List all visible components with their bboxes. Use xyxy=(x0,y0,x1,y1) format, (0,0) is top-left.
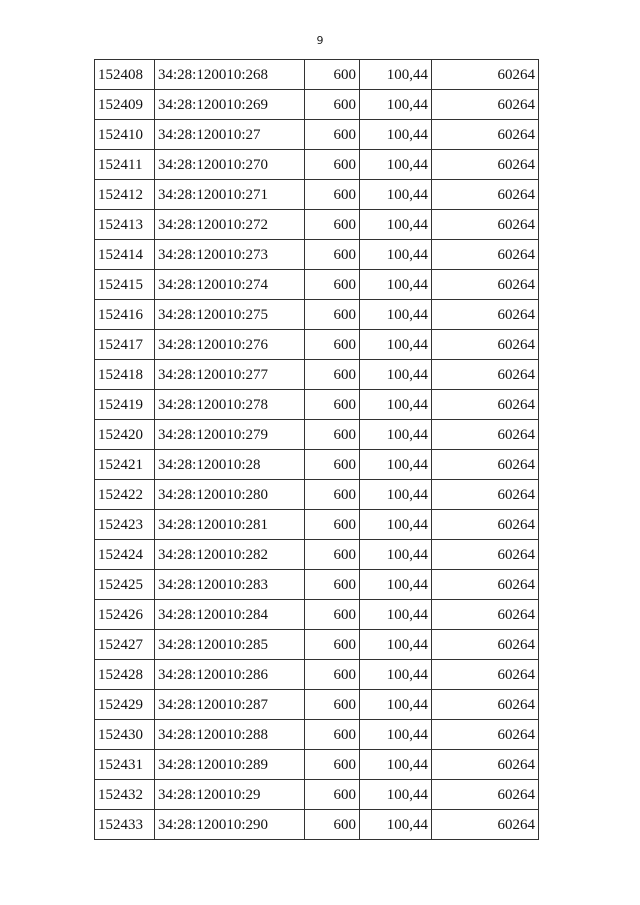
row-number-cell: 152424 xyxy=(95,540,155,570)
total-cell: 60264 xyxy=(432,120,539,150)
total-cell: 60264 xyxy=(432,60,539,90)
area-cell: 600 xyxy=(305,90,360,120)
area-cell: 600 xyxy=(305,150,360,180)
row-number-cell: 152421 xyxy=(95,450,155,480)
row-number-cell: 152425 xyxy=(95,570,155,600)
rate-cell: 100,44 xyxy=(360,420,432,450)
cadastral-number-cell: 34:28:120010:272 xyxy=(155,210,305,240)
cadastral-number-cell: 34:28:120010:288 xyxy=(155,720,305,750)
table-row xyxy=(95,240,539,270)
area-cell: 600 xyxy=(305,480,360,510)
row-number-cell: 152410 xyxy=(95,120,155,150)
rate-cell: 100,44 xyxy=(360,450,432,480)
area-cell: 600 xyxy=(305,570,360,600)
area-cell: 600 xyxy=(305,510,360,540)
cadastral-number-cell: 34:28:120010:289 xyxy=(155,750,305,780)
total-cell: 60264 xyxy=(432,390,539,420)
area-cell: 600 xyxy=(305,630,360,660)
cadastral-number-cell: 34:28:120010:280 xyxy=(155,480,305,510)
row-number-cell: 152413 xyxy=(95,210,155,240)
row-number-cell: 152429 xyxy=(95,690,155,720)
rate-cell: 100,44 xyxy=(360,330,432,360)
cadastral-number-cell: 34:28:120010:281 xyxy=(155,510,305,540)
cadastral-number-cell: 34:28:120010:275 xyxy=(155,300,305,330)
cadastral-number-cell: 34:28:120010:274 xyxy=(155,270,305,300)
cadastral-number-cell: 34:28:120010:278 xyxy=(155,390,305,420)
table-row xyxy=(95,450,539,480)
row-number-cell: 152430 xyxy=(95,720,155,750)
cadastral-number-cell: 34:28:120010:277 xyxy=(155,360,305,390)
area-cell: 600 xyxy=(305,60,360,90)
table-row xyxy=(95,330,539,360)
area-cell: 600 xyxy=(305,180,360,210)
area-cell: 600 xyxy=(305,390,360,420)
row-number-cell: 152431 xyxy=(95,750,155,780)
area-cell: 600 xyxy=(305,720,360,750)
cadastral-number-cell: 34:28:120010:290 xyxy=(155,810,305,840)
total-cell: 60264 xyxy=(432,750,539,780)
total-cell: 60264 xyxy=(432,480,539,510)
rate-cell: 100,44 xyxy=(360,120,432,150)
table-row xyxy=(95,540,539,570)
table-row xyxy=(95,150,539,180)
area-cell: 600 xyxy=(305,540,360,570)
table-row xyxy=(95,510,539,540)
table-row xyxy=(95,390,539,420)
rate-cell: 100,44 xyxy=(360,750,432,780)
cadastral-number-cell: 34:28:120010:276 xyxy=(155,330,305,360)
area-cell: 600 xyxy=(305,690,360,720)
area-cell: 600 xyxy=(305,750,360,780)
cadastral-number-cell: 34:28:120010:27 xyxy=(155,120,305,150)
row-number-cell: 152432 xyxy=(95,780,155,810)
rate-cell: 100,44 xyxy=(360,810,432,840)
rate-cell: 100,44 xyxy=(360,60,432,90)
total-cell: 60264 xyxy=(432,810,539,840)
total-cell: 60264 xyxy=(432,270,539,300)
area-cell: 600 xyxy=(305,330,360,360)
area-cell: 600 xyxy=(305,660,360,690)
table-row xyxy=(95,120,539,150)
rate-cell: 100,44 xyxy=(360,690,432,720)
area-cell: 600 xyxy=(305,300,360,330)
total-cell: 60264 xyxy=(432,360,539,390)
rate-cell: 100,44 xyxy=(360,660,432,690)
total-cell: 60264 xyxy=(432,420,539,450)
cadastral-number-cell: 34:28:120010:283 xyxy=(155,570,305,600)
rate-cell: 100,44 xyxy=(360,720,432,750)
total-cell: 60264 xyxy=(432,240,539,270)
row-number-cell: 152419 xyxy=(95,390,155,420)
table-row xyxy=(95,660,539,690)
data-table xyxy=(94,59,539,840)
row-number-cell: 152418 xyxy=(95,360,155,390)
area-cell: 600 xyxy=(305,810,360,840)
rate-cell: 100,44 xyxy=(360,780,432,810)
area-cell: 600 xyxy=(305,780,360,810)
table-row xyxy=(95,690,539,720)
row-number-cell: 152414 xyxy=(95,240,155,270)
total-cell: 60264 xyxy=(432,330,539,360)
cadastral-number-cell: 34:28:120010:282 xyxy=(155,540,305,570)
cadastral-number-cell: 34:28:120010:269 xyxy=(155,90,305,120)
total-cell: 60264 xyxy=(432,180,539,210)
cadastral-number-cell: 34:28:120010:270 xyxy=(155,150,305,180)
area-cell: 600 xyxy=(305,420,360,450)
row-number-cell: 152416 xyxy=(95,300,155,330)
area-cell: 600 xyxy=(305,600,360,630)
total-cell: 60264 xyxy=(432,720,539,750)
table-row xyxy=(95,360,539,390)
table-row xyxy=(95,420,539,450)
table-row xyxy=(95,300,539,330)
row-number-cell: 152408 xyxy=(95,60,155,90)
table-row xyxy=(95,180,539,210)
total-cell: 60264 xyxy=(432,540,539,570)
row-number-cell: 152422 xyxy=(95,480,155,510)
total-cell: 60264 xyxy=(432,660,539,690)
total-cell: 60264 xyxy=(432,450,539,480)
table-row xyxy=(95,210,539,240)
cadastral-number-cell: 34:28:120010:273 xyxy=(155,240,305,270)
table-row xyxy=(95,570,539,600)
area-cell: 600 xyxy=(305,270,360,300)
rate-cell: 100,44 xyxy=(360,540,432,570)
area-cell: 600 xyxy=(305,450,360,480)
row-number-cell: 152417 xyxy=(95,330,155,360)
table-body xyxy=(95,60,539,840)
cadastral-number-cell: 34:28:120010:271 xyxy=(155,180,305,210)
total-cell: 60264 xyxy=(432,510,539,540)
row-number-cell: 152428 xyxy=(95,660,155,690)
table-row xyxy=(95,60,539,90)
total-cell: 60264 xyxy=(432,600,539,630)
total-cell: 60264 xyxy=(432,690,539,720)
table-row xyxy=(95,750,539,780)
area-cell: 600 xyxy=(305,120,360,150)
rate-cell: 100,44 xyxy=(360,360,432,390)
rate-cell: 100,44 xyxy=(360,210,432,240)
rate-cell: 100,44 xyxy=(360,630,432,660)
rate-cell: 100,44 xyxy=(360,300,432,330)
rate-cell: 100,44 xyxy=(360,90,432,120)
table-row xyxy=(95,780,539,810)
row-number-cell: 152411 xyxy=(95,150,155,180)
table-row xyxy=(95,600,539,630)
cadastral-number-cell: 34:28:120010:286 xyxy=(155,660,305,690)
row-number-cell: 152420 xyxy=(95,420,155,450)
total-cell: 60264 xyxy=(432,780,539,810)
table-row xyxy=(95,270,539,300)
total-cell: 60264 xyxy=(432,300,539,330)
page-number: 9 xyxy=(316,34,324,47)
rate-cell: 100,44 xyxy=(360,390,432,420)
row-number-cell: 152433 xyxy=(95,810,155,840)
rate-cell: 100,44 xyxy=(360,510,432,540)
total-cell: 60264 xyxy=(432,210,539,240)
rate-cell: 100,44 xyxy=(360,180,432,210)
table-row xyxy=(95,480,539,510)
area-cell: 600 xyxy=(305,360,360,390)
rate-cell: 100,44 xyxy=(360,570,432,600)
table-row xyxy=(95,810,539,840)
total-cell: 60264 xyxy=(432,90,539,120)
area-cell: 600 xyxy=(305,240,360,270)
row-number-cell: 152423 xyxy=(95,510,155,540)
rate-cell: 100,44 xyxy=(360,240,432,270)
rate-cell: 100,44 xyxy=(360,480,432,510)
rate-cell: 100,44 xyxy=(360,600,432,630)
cadastral-number-cell: 34:28:120010:268 xyxy=(155,60,305,90)
table-row xyxy=(95,630,539,660)
row-number-cell: 152415 xyxy=(95,270,155,300)
total-cell: 60264 xyxy=(432,570,539,600)
row-number-cell: 152426 xyxy=(95,600,155,630)
cadastral-number-cell: 34:28:120010:279 xyxy=(155,420,305,450)
area-cell: 600 xyxy=(305,210,360,240)
cadastral-number-cell: 34:28:120010:29 xyxy=(155,780,305,810)
total-cell: 60264 xyxy=(432,630,539,660)
row-number-cell: 152412 xyxy=(95,180,155,210)
cadastral-number-cell: 34:28:120010:284 xyxy=(155,600,305,630)
table-row xyxy=(95,720,539,750)
rate-cell: 100,44 xyxy=(360,270,432,300)
total-cell: 60264 xyxy=(432,150,539,180)
row-number-cell: 152427 xyxy=(95,630,155,660)
cadastral-number-cell: 34:28:120010:28 xyxy=(155,450,305,480)
cadastral-number-cell: 34:28:120010:287 xyxy=(155,690,305,720)
rate-cell: 100,44 xyxy=(360,150,432,180)
row-number-cell: 152409 xyxy=(95,90,155,120)
table-row xyxy=(95,90,539,120)
cadastral-number-cell: 34:28:120010:285 xyxy=(155,630,305,660)
